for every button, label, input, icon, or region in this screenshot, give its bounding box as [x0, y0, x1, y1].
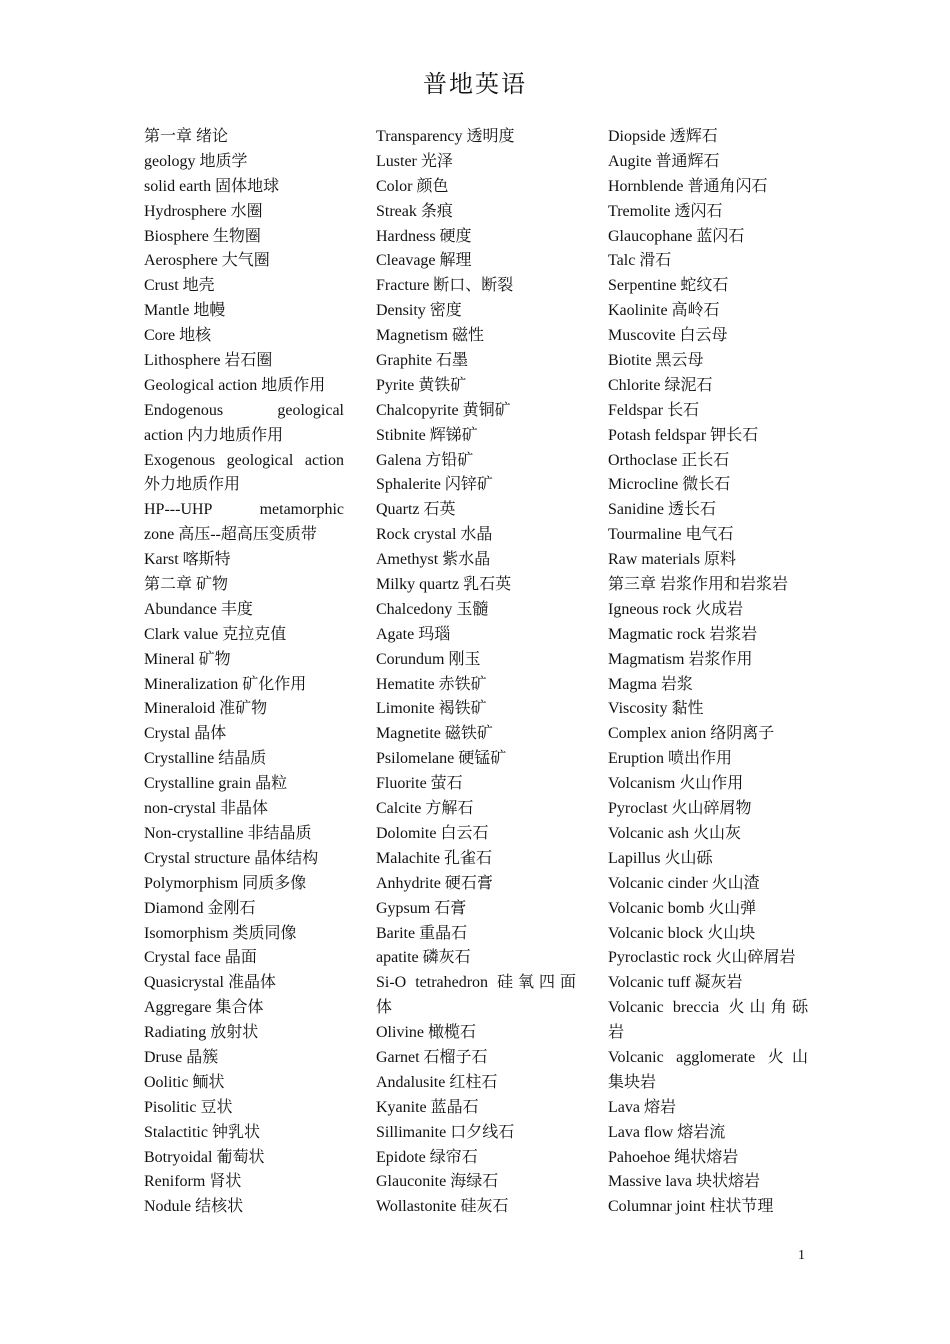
glossary-line: Density 密度 — [376, 302, 462, 320]
glossary-line: 集块岩 — [608, 1073, 657, 1091]
glossary-line: Karst 喀斯特 — [144, 551, 231, 569]
glossary-line: Quartz 石英 — [376, 501, 456, 519]
glossary-line: Potash feldspar 钾长石 — [608, 426, 759, 444]
glossary-line: Luster 光泽 — [376, 152, 453, 170]
glossary-line: Gypsum 石膏 — [376, 899, 467, 917]
glossary-line: Kyanite 蓝晶石 — [376, 1098, 479, 1116]
glossary-line: Talc 滑石 — [608, 252, 672, 270]
glossary-line: Complex anion 络阴离子 — [608, 725, 775, 743]
glossary-line: Lapillus 火山砾 — [608, 849, 713, 867]
glossary-line: Quasicrystal 准晶体 — [144, 974, 276, 992]
glossary-line: Glauconite 海绿石 — [376, 1173, 499, 1191]
glossary-line: Mineralization 矿化作用 — [144, 675, 307, 693]
glossary-line: Hematite 赤铁矿 — [376, 675, 487, 693]
glossary-line: Pyroclastic rock 火山碎屑岩 — [608, 949, 796, 967]
glossary-line: Abundance 丰度 — [144, 600, 253, 618]
glossary-column-2 — [376, 125, 576, 1220]
glossary-line: Massive lava 块状熔岩 — [608, 1173, 760, 1191]
glossary-line: Sillimanite 口夕线石 — [376, 1123, 515, 1141]
glossary-line: Magma 岩浆 — [608, 675, 693, 693]
glossary-line: non-crystal 非晶体 — [144, 800, 268, 818]
glossary-line: Olivine 橄榄石 — [376, 1024, 476, 1042]
glossary-line: action 内力地质作用 — [144, 426, 284, 444]
glossary-line: Non-crystalline 非结晶质 — [144, 824, 312, 842]
glossary-line: Volcanic bomb 火山弹 — [608, 899, 757, 917]
glossary-line: Crystal 晶体 — [144, 725, 227, 743]
glossary-line: Si-O tetrahedron 硅氧四面 — [376, 974, 576, 992]
glossary-line: Rock crystal 水晶 — [376, 526, 493, 544]
glossary-line: Chalcedony 玉髓 — [376, 600, 489, 618]
glossary-line: Hardness 硬度 — [376, 227, 472, 245]
glossary-line: Chlorite 绿泥石 — [608, 376, 713, 394]
glossary-line: Isomorphism 类质同像 — [144, 924, 297, 942]
glossary-line: HP---UHP metamorphic — [144, 501, 344, 519]
glossary-line: Diamond 金刚石 — [144, 899, 256, 917]
glossary-line: Galena 方铅矿 — [376, 451, 474, 469]
glossary-line: Aerosphere 大气圈 — [144, 252, 270, 270]
glossary-line: Hornblende 普通角闪石 — [608, 177, 768, 195]
glossary-line: Serpentine 蛇纹石 — [608, 277, 729, 295]
glossary-line: Corundum 刚玉 — [376, 650, 481, 668]
glossary-line: Mineral 矿物 — [144, 650, 231, 668]
glossary-line: Volcanic ash 火山灰 — [608, 824, 742, 842]
glossary-line: geology 地质学 — [144, 152, 248, 170]
glossary-line: Botryoidal 葡萄状 — [144, 1148, 265, 1166]
glossary-line: Muscovite 白云母 — [608, 327, 728, 345]
glossary-line: Pisolitic 豆状 — [144, 1098, 233, 1116]
glossary-line: Milky quartz 乳石英 — [376, 576, 512, 594]
glossary-line: Glaucophane 蓝闪石 — [608, 227, 745, 245]
glossary-line: Amethyst 紫水晶 — [376, 551, 491, 569]
glossary-line: Pahoehoe 绳状熔岩 — [608, 1148, 739, 1166]
glossary-line: Transparency 透明度 — [376, 128, 515, 145]
glossary-line: Graphite 石墨 — [376, 352, 468, 370]
glossary-line: Dolomite 白云石 — [376, 824, 489, 842]
glossary-line: Microcline 微长石 — [608, 476, 731, 494]
glossary-line: Radiating 放射状 — [144, 1024, 259, 1042]
glossary-line: Orthoclase 正长石 — [608, 451, 730, 469]
glossary-line: Crust 地壳 — [144, 277, 215, 295]
glossary-line: Clark value 克拉克值 — [144, 625, 287, 643]
glossary-line: Cleavage 解理 — [376, 252, 472, 270]
glossary-line: Wollastonite 硅灰石 — [376, 1198, 509, 1216]
glossary-line: Agate 玛瑙 — [376, 625, 451, 643]
glossary-line: Sphalerite 闪锌矿 — [376, 476, 493, 494]
glossary-line: Volcanic tuff 凝灰岩 — [608, 974, 743, 992]
glossary-line: Malachite 孔雀石 — [376, 849, 492, 867]
glossary-line: Barite 重晶石 — [376, 924, 468, 942]
glossary-line: Raw materials 原料 — [608, 551, 736, 569]
glossary-line: Endogenous geological — [144, 401, 344, 419]
glossary-line: Magmatism 岩浆作用 — [608, 650, 753, 668]
glossary-line: Fracture 断口、断裂 — [376, 277, 514, 295]
glossary-line: Columnar joint 柱状节理 — [608, 1198, 774, 1216]
glossary-line: Calcite 方解石 — [376, 800, 474, 818]
glossary-line: Crystal face 晶面 — [144, 949, 257, 967]
glossary-line: Magnetite 磁铁矿 — [376, 725, 493, 743]
glossary-line: 岩 — [608, 1024, 625, 1042]
glossary-line: Igneous rock 火成岩 — [608, 600, 744, 618]
glossary-line: 第一章 绪论 — [144, 128, 229, 145]
glossary-line: Limonite 褐铁矿 — [376, 700, 487, 718]
glossary-line: Exogenous geological action — [144, 451, 344, 469]
glossary-line: Stalactitic 钟乳状 — [144, 1123, 260, 1141]
glossary-line: Augite 普通辉石 — [608, 152, 720, 170]
glossary-line: Anhydrite 硬石膏 — [376, 874, 493, 892]
glossary-line: Oolitic 鲕状 — [144, 1073, 225, 1091]
glossary-line: solid earth 固体地球 — [144, 177, 280, 195]
glossary-line: Hydrosphere 水圈 — [144, 202, 263, 220]
glossary-line: Volcanic block 火山块 — [608, 924, 756, 942]
glossary-line: Volcanic breccia 火山角砾 — [608, 999, 808, 1017]
page-title: 普地英语 — [423, 72, 527, 98]
glossary-line: Magmatic rock 岩浆岩 — [608, 625, 758, 643]
glossary-line: Garnet 石榴子石 — [376, 1048, 488, 1066]
glossary-line: Druse 晶簇 — [144, 1048, 219, 1066]
glossary-line: Geological action 地质作用 — [144, 376, 326, 394]
glossary-line: Volcanic cinder 火山渣 — [608, 874, 760, 892]
glossary-line: Mantle 地幔 — [144, 302, 226, 320]
glossary-line: Crystalline 结晶质 — [144, 750, 267, 768]
glossary-line: Chalcopyrite 黄铜矿 — [376, 401, 511, 419]
glossary-line: Feldspar 长石 — [608, 401, 700, 419]
glossary-line: Aggregare 集合体 — [144, 999, 264, 1017]
glossary-line: Diopside 透辉石 — [608, 128, 718, 145]
glossary-column-3 — [608, 125, 808, 1220]
glossary-line: Nodule 结核状 — [144, 1198, 244, 1216]
glossary-line: Volcanic agglomerate 火山 — [608, 1048, 808, 1066]
glossary-line: Fluorite 萤石 — [376, 775, 463, 793]
glossary-line: Andalusite 红柱石 — [376, 1073, 498, 1091]
glossary-line: Pyroclast 火山碎屑物 — [608, 800, 752, 818]
glossary-line: Tourmaline 电气石 — [608, 526, 734, 544]
glossary-line: Tremolite 透闪石 — [608, 202, 723, 220]
glossary-line: 体 — [376, 999, 393, 1017]
glossary-line: Eruption 喷出作用 — [608, 750, 732, 768]
glossary-line: Biosphere 生物圈 — [144, 227, 261, 245]
glossary-line: Color 颜色 — [376, 177, 449, 195]
glossary-line: Pyrite 黄铁矿 — [376, 376, 467, 394]
glossary-line: Mineraloid 准矿物 — [144, 700, 268, 718]
glossary-line: Lava 熔岩 — [608, 1098, 676, 1116]
glossary-column-1 — [144, 125, 344, 1220]
glossary-line: 第三章 岩浆作用和岩浆岩 — [608, 576, 789, 594]
glossary-line: Lava flow 熔岩流 — [608, 1123, 726, 1141]
glossary-line: Stibnite 辉锑矿 — [376, 426, 478, 444]
glossary-line: Biotite 黑云母 — [608, 352, 704, 370]
glossary-line: Epidote 绿帘石 — [376, 1148, 478, 1166]
glossary-line: Core 地核 — [144, 327, 212, 345]
glossary-line: 外力地质作用 — [144, 476, 241, 494]
glossary-line: Volcanism 火山作用 — [608, 775, 744, 793]
glossary-line: 第二章 矿物 — [144, 576, 229, 594]
glossary-line: Polymorphism 同质多像 — [144, 874, 307, 892]
glossary-line: apatite 磷灰石 — [376, 949, 471, 967]
glossary-line: Lithosphere 岩石圈 — [144, 352, 273, 370]
glossary-line: Streak 条痕 — [376, 202, 453, 220]
glossary-line: Sanidine 透长石 — [608, 501, 716, 519]
glossary-line: zone 高压--超高压变质带 — [144, 526, 317, 544]
page-number: 1 — [798, 1248, 805, 1263]
glossary-line: Viscosity 黏性 — [608, 700, 704, 718]
glossary-line: Crystalline grain 晶粒 — [144, 775, 288, 793]
glossary-line: Kaolinite 高岭石 — [608, 302, 720, 320]
glossary-line: Psilomelane 硬锰矿 — [376, 750, 507, 768]
glossary-line: Crystal structure 晶体结构 — [144, 849, 319, 867]
glossary-line: Reniform 肾状 — [144, 1173, 242, 1191]
glossary-line: Magnetism 磁性 — [376, 327, 484, 345]
